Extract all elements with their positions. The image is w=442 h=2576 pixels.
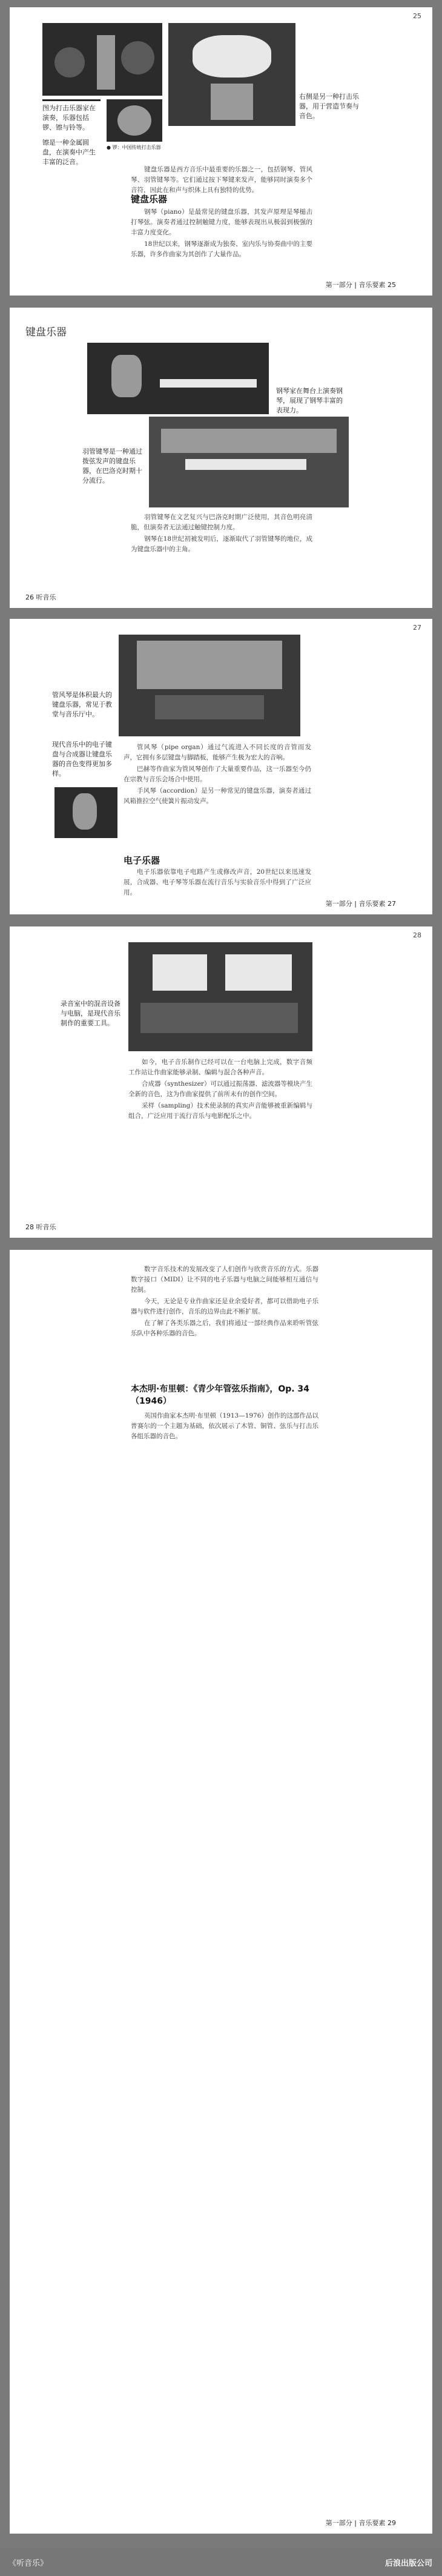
paragraph: 手风琴（accordion）是另一种常见的键盘乐器，演奏者通过风箱推拉空气使簧片振动发声。 <box>124 787 311 805</box>
organ-photo <box>119 635 300 736</box>
photo-caption: 镲是一种金属圆盘，在演奏中产生丰富的泛音。 <box>42 139 96 166</box>
page-29 <box>10 1250 432 2534</box>
page-27 <box>10 619 432 914</box>
studio-photo <box>128 942 312 1051</box>
paragraph: 数字音乐技术的发展改变了人们创作与欣赏音乐的方式。乐器数字接口（MIDI）让不同的电子乐器与电脑之间能够相互通信与控制。 <box>131 1266 318 1293</box>
keyboardist-photo <box>54 787 117 838</box>
body-text <box>131 1264 318 1340</box>
photo-caption: 羽管键琴是一种通过拨弦发声的键盘乐器，在巴洛克时期十分流行。 <box>82 447 142 484</box>
paragraph: 采样（sampling）技术使录制的真实声音能够被重新编辑与组合，广泛应用于流行音乐与电影配乐之中。 <box>128 1102 312 1120</box>
photo-caption: 钢琴家在舞台上演奏钢琴，展现了钢琴丰富的表现力。 <box>276 387 343 414</box>
bottom-bar <box>0 2548 442 2576</box>
paragraph: 钢琴（piano）是最常见的键盘乐器，其发声原理是琴槌击打琴弦。演奏者通过控制触键力度，能够表现出从极弱到极强的丰富力度变化。 <box>131 208 312 236</box>
cymbal-photo <box>107 99 162 142</box>
photo-caption: 右侧是另一种打击乐器，用于营造节奏与音色。 <box>299 93 359 120</box>
paragraph: 英国作曲家本杰明·布里顿（1913—1976）创作的这部作品以普赛尔的一个主题为基础，依次展示了木管、铜管、弦乐与打击乐各组乐器的音色。 <box>131 1412 318 1440</box>
page-footer: 第一部分 | 音乐要素 29 <box>325 2519 396 2527</box>
body-text <box>131 512 312 556</box>
paragraph: 电子乐器依靠电子电路产生或修改声音，20世纪以来迅速发展，合成器、电子琴等乐器在流行音乐与实验音乐中得到了广泛应用。 <box>124 868 311 896</box>
section-title: 电子乐器 <box>124 855 160 866</box>
page-footer: 第一部分 | 音乐要素 25 <box>325 281 396 289</box>
page-26 <box>10 308 432 608</box>
photo-caption: 图为打击乐器家在演奏，乐器包括锣、镲与铃等。 <box>42 99 101 133</box>
paragraph: 巴赫等作曲家为管风琴创作了大量重要作品，这一乐器至今仍在宗教与音乐会场合中使用。 <box>124 765 311 783</box>
page-28 <box>10 926 432 1238</box>
body-text <box>124 867 311 899</box>
paragraph: 如今，电子音乐制作已经可以在一台电脑上完成，数字音频工作站让作曲家能够录制、编辑与混合各种声音。 <box>128 1058 312 1076</box>
photo-caption: 管风琴是体积最大的键盘乐器，常见于教堂与音乐厅中。 <box>52 691 112 718</box>
page-footer: 26 听音乐 <box>25 593 56 601</box>
paragraph: 键盘乐器是西方音乐中最重要的乐器之一，包括钢琴、管风琴、羽管键琴等。它们通过按下琴键来发声，能够同时演奏多个音符，因此在和声与织体上具有独特的优势。 <box>131 166 312 194</box>
photo-caption: 现代音乐中的电子键盘与合成器让键盘乐器的音色变得更加多样。 <box>52 741 112 778</box>
paragraph: 今天，无论是专业作曲家还是业余爱好者，都可以借助电子乐器与软件进行创作，音乐的边界由此不断扩展。 <box>131 1298 318 1315</box>
photo-caption: 录音室中的混音设备与电脑，是现代音乐制作的重要工具。 <box>61 1000 120 1027</box>
paragraph: 18世纪以来，钢琴逐渐成为独奏、室内乐与协奏曲中的主要乐器，许多作曲家为其创作了大量作品。 <box>131 240 312 258</box>
page-footer: 第一部分 | 音乐要素 27 <box>325 900 396 908</box>
page-footer: 28 听音乐 <box>25 1223 56 1231</box>
paragraph: 钢琴在18世纪初被发明后，逐渐取代了羽管键琴的地位，成为键盘乐器中的主角。 <box>131 535 312 553</box>
paragraph: 合成器（synthesizer）可以通过振荡器、滤波器等模块产生全新的音色，这为作曲家提供了前所未有的创作空间。 <box>128 1080 312 1098</box>
section-title: 键盘乐器 <box>131 194 168 205</box>
percussion-photo <box>42 23 162 96</box>
book-title: 《听音乐》 <box>8 2559 48 2568</box>
paragraph: 管风琴（pipe organ）通过气流进入不同长度的音管而发声，它拥有多层键盘与脚踏板，能够产生极为宏大的音响。 <box>124 744 311 761</box>
page-number: 27 <box>413 624 421 632</box>
drum-photo <box>168 23 295 126</box>
work-title: 本杰明·布里顿：《青少年管弦乐指南》，Op. 34（1946） <box>131 1384 309 1406</box>
gong-caption: ● 锣：中国传统打击乐器 <box>107 145 161 150</box>
body-text <box>131 207 312 261</box>
pianist-photo <box>87 343 269 414</box>
body-text <box>124 742 311 808</box>
paragraph: 在了解了各类乐器之后，我们将通过一部经典作品来聆听管弦乐队中各种乐器的音色。 <box>131 1319 318 1337</box>
harpsichord-photo <box>149 417 349 507</box>
body-text <box>128 1057 312 1123</box>
page-25 <box>10 7 432 296</box>
chapter-title: 键盘乐器 <box>25 326 67 339</box>
paragraph: 羽管键琴在文艺复兴与巴洛克时期广泛使用，其音色明亮清脆，但演奏者无法通过触键控制力度。 <box>131 514 312 531</box>
page-number: 28 <box>413 931 421 939</box>
body-text <box>131 1411 318 1443</box>
publisher-logo: 后浪出版公司 <box>384 2559 432 2568</box>
page-number: 25 <box>413 12 421 20</box>
